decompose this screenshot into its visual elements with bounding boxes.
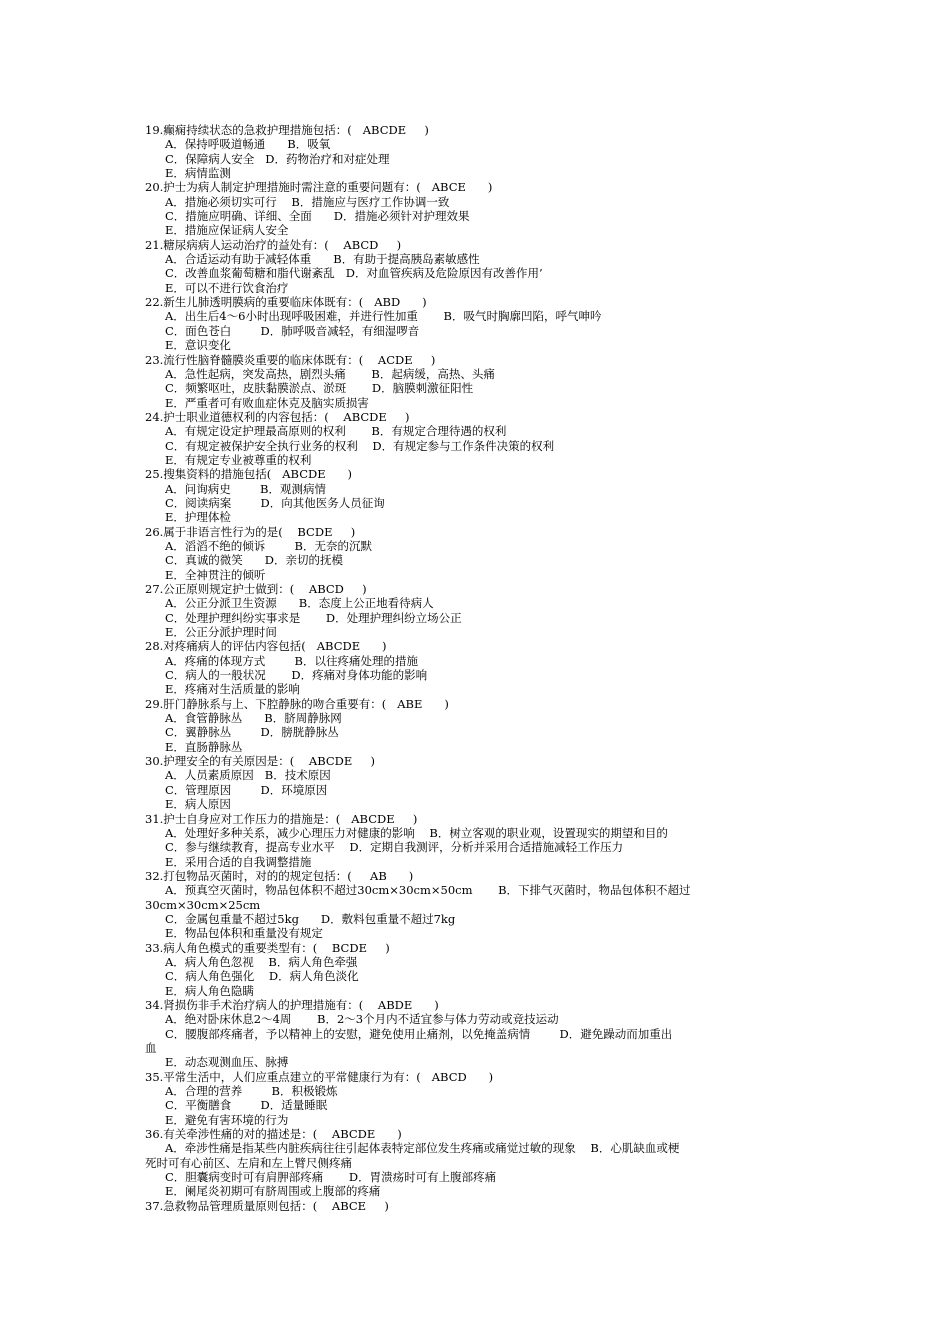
continuation-text: 30cm×30cm×25cm [145, 897, 261, 912]
option-text: A．合适运动有助于减轻体重 B．有助于提高胰岛素敏感性 [165, 252, 480, 267]
question-text: 34.肾损伤非手术治疗病人的护理措施有：( ABDE ) [145, 997, 439, 1012]
option-text: A．预真空灭菌时，物品包体积不超过30cm×30cm×50cm B．下排气灭菌时，物品包体积不超过 [165, 883, 691, 898]
option-text: A．有规定设定护理最高原则的权利 B．有规定合理待遇的权利 [165, 424, 507, 439]
option-text: E．病人角色隐瞒 [165, 983, 254, 998]
option-text: E．有规定专业被尊重的权利 [165, 452, 312, 467]
option-text: A．问询病史 B．观测病情 [165, 481, 326, 496]
option-text: E．病情监测 [165, 166, 231, 181]
question-text: 31.护士自身应对工作压力的措施是：( ABCDE ) [145, 811, 418, 826]
question-text: 19.癫痫持续状态的急救护理措施包括：( ABCDE ) [145, 123, 429, 137]
option-text: E．采用合适的自我调整措施 [165, 854, 312, 869]
question-text: 30.护理安全的有关原因是：( ABCDE ) [145, 754, 376, 769]
question-text: 21.糖尿病病人运动治疗的益处有：( ABCD ) [145, 237, 402, 252]
option-text: C．病人角色强化 D．病人角色淡化 [165, 969, 359, 984]
option-text: A．处理好多种关系，减少心理压力对健康的影响 B．树立客观的职业观，设置现实的期望和目的 [165, 825, 668, 840]
option-text: A．牵涉性痛是指某些内脏疾病往往引起体表特定部位发生疼痛或痛觉过敏的现象 B．心肌缺血或梗 [165, 1141, 680, 1156]
option-text: E．严重者可有败血症休克及脑实质损害 [165, 395, 369, 410]
option-text: A．措施必须切实可行 B．措施应与医疗工作协调一致 [165, 194, 450, 209]
question-text: 23.流行性脑脊髓膜炎重要的临床体既有：( ACDE ) [145, 352, 436, 367]
option-text: C．翼静脉丛 D．膀胱静脉丛 [165, 725, 339, 740]
question-text: 35.平常生活中，人们应重点建立的平常健康行为有：( ABCD ) [145, 1069, 494, 1084]
option-text: E．全神贯注的倾听 [165, 567, 266, 582]
question-text: 26.属于非语言性行为的是( BCDE ) [145, 524, 356, 539]
question-list [145, 123, 811, 1213]
option-text: C．真诚的微笑 D．亲切的抚模 [165, 553, 343, 568]
option-text: C．胆囊病变时可有肩胛部疼痛 D．胃溃疡时可有上腹部疼痛 [165, 1170, 497, 1185]
option-text: E．避免有害环境的行为 [165, 1112, 289, 1127]
option-text: A．人员素质原因 B．技术原因 [165, 768, 331, 783]
option-text: C．腰腹部疼痛者，予以精神上的安慰，避免使用止痛剂，以免掩盖病情 D．避免躁动而加重出 [165, 1026, 673, 1041]
option-text: C．保障病人安全 D．药物治疗和对症处理 [165, 151, 390, 166]
option-text: E．公正分派护理时间 [165, 625, 277, 640]
option-text: E．动态观测血压、脉搏 [165, 1055, 289, 1070]
option-text: E．护理体检 [165, 510, 231, 525]
continuation-text: 死时可有心前区、左肩和左上臂尺侧疼痛 [145, 1155, 352, 1170]
option-text: C．处理护理纠纷实事求是 D．处理护理纠纷立场公正 [165, 610, 462, 625]
question-text: 24.护士职业道德权利的内容包括：( ABCDE ) [145, 409, 410, 424]
option-text: E．病人原因 [165, 797, 231, 812]
question-text: 37.急救物品管理质量原则包括：( ABCE ) [145, 1198, 389, 1213]
question-text: 22.新生儿肺透明膜病的重要临床体既有：( ABD ) [145, 295, 427, 310]
option-text: E．可以不进行饮食治疗 [165, 280, 289, 295]
option-text: A．滔滔不绝的倾诉 B．无奈的沉默 [165, 538, 372, 553]
option-text: C．病人的一般状况 D．疼痛对身体功能的影响 [165, 668, 428, 683]
question-text: 36.有关牵涉性痛的对的描述是：( ABCDE ) [145, 1127, 402, 1142]
option-text: E．措施应保证病人安全 [165, 223, 289, 238]
option-text: A．急性起病，突发高热，剧烈头痛 B．起病缓，高热、头痛 [165, 366, 495, 381]
option-text: A．公正分派卫生资源 B．态度上公正地看待病人 [165, 596, 434, 611]
question-text: 32.打包物品灭菌时，对的的规定包括：( AB ) [145, 868, 414, 883]
option-text: C．管理原因 D．环境原因 [165, 782, 328, 797]
option-text: E．直肠静脉丛 [165, 739, 243, 754]
option-text: E．阑尾炎初期可有脐周围或上腹部的疼痛 [165, 1184, 381, 1199]
option-text: A．病人角色忽视 B．病人角色牵强 [165, 954, 358, 969]
option-text: A．疼痛的体现方式 B．以往疼痛处理的措施 [165, 653, 418, 668]
question-text: 25.搜集资料的措施包括( ABCDE ) [145, 467, 353, 482]
option-text: E．疼痛对生活质量的影响 [165, 682, 300, 697]
option-text: A．保持呼吸道畅通 B．吸氧 [165, 137, 331, 152]
question-text: 28.对疼痛病人的评估内容包括( ABCDE ) [145, 639, 387, 654]
question-text: 27.公正原则规定护士做到：( ABCD ) [145, 582, 367, 596]
option-text: C．改善血浆葡萄糖和脂代谢紊乱 D．对血管疾病及危险原因有改善作用’ [165, 266, 543, 281]
question-text: 29.肝门静脉系与上、下腔静脉的吻合重要有：( ABE ) [145, 696, 449, 711]
option-text: C．平衡膳食 D．适量睡眠 [165, 1098, 328, 1113]
option-text: C．面色苍白 D．肺呼吸音减轻，有细湿啰音 [165, 323, 420, 338]
option-text: E．物品包体积和重量没有规定 [165, 926, 323, 941]
question-text: 20.护士为病人制定护理措施时需注意的重要问题有：( ABCE ) [145, 180, 493, 195]
option-text: E．意识变化 [165, 338, 231, 353]
option-text: C．措施应明确、详细、全面 D．措施必须针对护理效果 [165, 209, 470, 224]
option-text: C．频繁呕吐，皮肤黏膜淤点、淤斑 D．脑膜刺激征阳性 [165, 381, 474, 396]
option-text: C．金属包重量不超过5kg D．敷料包重量不超过7kg [165, 911, 456, 926]
continuation-text: 血 [145, 1041, 157, 1055]
question-text: 33.病人角色模式的重要类型有：( BCDE ) [145, 940, 390, 955]
option-text: A．食管静脉丛 B．脐周静脉网 [165, 711, 342, 726]
option-text: A．绝对卧床休息2～4周 B．2～3个月内不适宜参与体力劳动或竞技运动 [165, 1012, 559, 1027]
option-text: C．参与继续教育，提高专业水平 D．定期自我测评，分析并采用合适措施减轻工作压力 [165, 840, 624, 855]
option-text: C．阅读病案 D．向其他医务人员征询 [165, 495, 385, 510]
option-text: C．有规定被保护安全执行业务的权利 D．有规定参与工作条件决策的权利 [165, 438, 555, 453]
option-text: A．出生后4～6小时出现呼吸困难，并进行性加重 B．吸气时胸廓凹陷，呼气呻吟 [165, 309, 602, 324]
option-text: A．合理的营养 B．积极锻炼 [165, 1084, 338, 1099]
